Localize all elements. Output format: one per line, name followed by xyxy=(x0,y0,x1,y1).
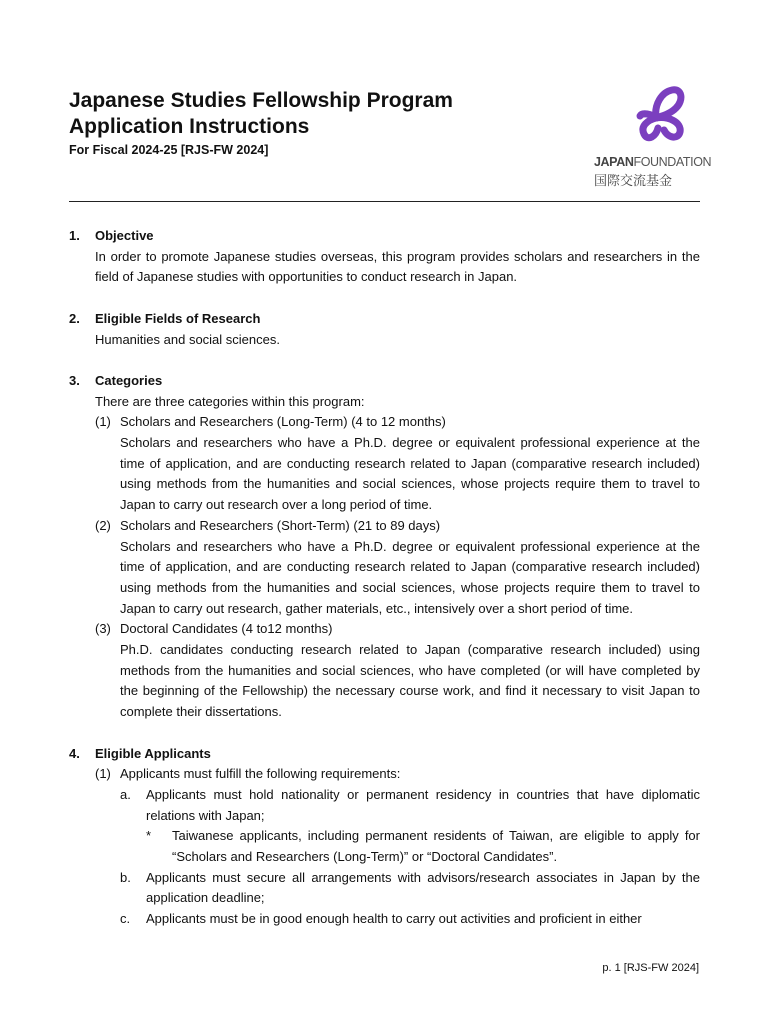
item-description: Scholars and researchers who have a Ph.D. degree or equivalent professional experience at the time of application, and are conducting research related to Japan (comparative research included) using methods from the humanities and social sciences, whose projects require them to travel to Japan to carry out research over a long period of time. xyxy=(120,435,700,513)
document-subtitle: For Fiscal 2024-25 [RJS-FW 2024] xyxy=(69,143,269,157)
section-eligible-fields xyxy=(69,309,700,350)
item-number: (1) xyxy=(95,766,111,782)
section-text: In order to promote Japanese studies overseas, this program provides scholars and researchers in the field of Japanese studies with opportunities to conduct research in Japan. xyxy=(95,248,700,285)
section-categories xyxy=(69,371,700,723)
sub-text: Applicants must be in good enough health to carry out activities and proficient in either xyxy=(146,911,642,927)
note-text: Taiwanese applicants, including permanent residents of Taiwan, are eligible to apply for “Scholars and Researchers (Long-Term)” or “Doctoral Candidates”. xyxy=(172,828,700,865)
category-item xyxy=(95,619,700,640)
requirement-a-note xyxy=(146,826,700,867)
japan-foundation-logo xyxy=(594,86,712,189)
category-item xyxy=(95,516,700,537)
note-asterisk: * xyxy=(146,828,152,844)
requirement-c xyxy=(120,909,700,930)
item-number: (3) xyxy=(95,621,111,637)
section-number: 3. xyxy=(69,372,80,388)
item-label: Scholars and Researchers (Long-Term) (4 to 12 months) xyxy=(120,414,446,430)
header-divider xyxy=(69,201,700,202)
sub-label: a. xyxy=(120,786,131,802)
item-description: Scholars and researchers who have a Ph.D. degree or equivalent professional experience at the time of application, and are conducting research related to Japan (comparative research included) using methods from the humanities and social sciences, whose projects require them to travel to Japan to carry out research, gather materials, etc., intensively over a short period of time. xyxy=(120,538,700,616)
section-number: 2. xyxy=(69,310,80,326)
sub-text: Applicants must secure all arrangements with advisors/research associates in Japan by the application deadline; xyxy=(146,869,700,906)
logo-english-text: JAPANFOUNDATION xyxy=(594,155,712,169)
section-text: Humanities and social sciences. xyxy=(95,331,280,347)
section-heading: Eligible Applicants xyxy=(95,745,211,761)
item-description: Ph.D. candidates conducting research related to Japan (comparative research included) using methods from the humanities and social sciences, who have completed (or will have completed by the beginning of the Fellowship) the necessary course work, and find it necessary to visit Japan to complete their dissertations. xyxy=(120,642,700,720)
item-label: Applicants must fulfill the following requirements: xyxy=(120,766,401,782)
title-line-2: Application Instructions xyxy=(69,115,310,138)
item-label: Doctoral Candidates (4 to12 months) xyxy=(120,621,333,637)
requirement-a xyxy=(120,785,700,826)
document-body xyxy=(69,226,700,951)
item-number: (1) xyxy=(95,414,111,430)
logo-japanese-text: 国際交流基金 xyxy=(594,173,673,188)
page-footer: p. 1 [RJS-FW 2024] xyxy=(602,962,699,974)
sub-label: b. xyxy=(120,869,131,885)
sub-text: Applicants must hold nationality or permanent residency in countries that have diplomatic relations with Japan; xyxy=(146,786,700,823)
section-intro: There are three categories within this program: xyxy=(95,393,365,409)
requirement-item xyxy=(95,764,700,785)
document-title xyxy=(69,88,453,140)
section-number: 1. xyxy=(69,228,80,243)
section-heading: Categories xyxy=(95,372,163,388)
item-number: (2) xyxy=(95,517,111,533)
section-objective xyxy=(69,226,700,288)
sub-label: c. xyxy=(120,911,131,927)
section-heading: Objective xyxy=(95,228,154,243)
category-item xyxy=(95,412,700,433)
section-number: 4. xyxy=(69,745,80,761)
requirement-b xyxy=(120,868,700,909)
item-label: Scholars and Researchers (Short-Term) (21 to 89 days) xyxy=(120,517,441,533)
butterfly-logo-icon xyxy=(632,86,690,148)
title-line-1: Japanese Studies Fellowship Program xyxy=(69,89,453,112)
section-heading: Eligible Fields of Research xyxy=(95,310,261,326)
section-eligible-applicants xyxy=(69,744,700,930)
